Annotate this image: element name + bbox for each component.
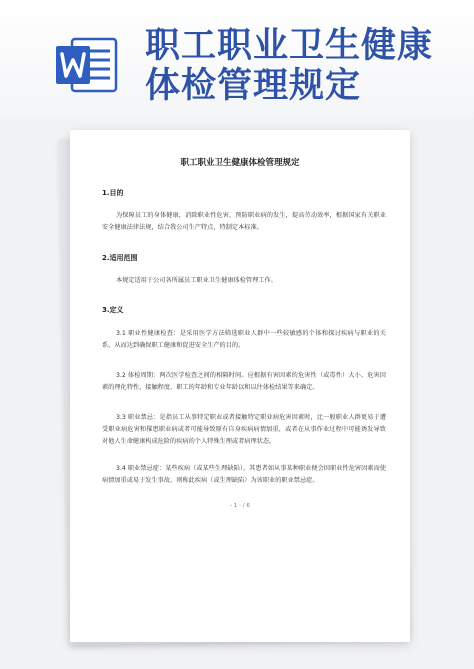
section-paragraph: 3.1 职业性健康检查：是采用医学方法筛选职业人群中一些较敏感的个体和探讨疾病与职业的关系，从而达到确保职工健康和促进安全生产的目的。: [102, 330, 386, 349]
section-paragraph: 本规定适用于公司各所属员工职业卫生健康体检管理工作。: [116, 277, 277, 284]
section-paragraph: 3.4 职业禁忌症：某些疾病（或某些生理缺陷），其患者如从事某种职业便会因职业性危害因素而使病情加重或易于发生事故，则称此疾病（或生理缺陷）为该职业的职业禁忌症。: [102, 465, 386, 484]
document-page: [70, 130, 410, 642]
word-app-icon: [56, 36, 118, 94]
banner-title-line-1: 职工职业卫生健康: [145, 26, 434, 66]
section-paragraph: 3.3 职业禁忌：是指员工从事特定职业或者接触特定职业病危害因素时，比一般职业人群更易于遭受职业病危害和罹患职业病或者可能导致原有自身疾病病情加重，或者在从事作业过程中可能诱发导致对他人生命健康构成危险的疾病的个人特殊生理或者病理状态。: [102, 414, 386, 445]
page-number: - 1 - / 6: [230, 503, 250, 509]
banner: [0, 0, 474, 118]
banner-title: [145, 26, 433, 106]
section-heading: 1.目的: [102, 189, 124, 197]
banner-title-line-2: 体检管理规定: [145, 66, 362, 106]
section-paragraph: 3.2 体检周期：两次医学检查之间的相隔时间。应根据有害因素的危害性（或毒性）大小、危害因素的理化特性、接触程度、职工的年龄和专业年龄以和以往体检结果等来确定。: [102, 372, 386, 391]
document-preview: [70, 130, 410, 642]
section-heading: 3.定义: [102, 306, 124, 314]
section-paragraph: 为保障员工的身体健康，消除职业性危害，预防职业病的发生，提高劳动效率，根据国家有关职业安全健康法律法规，结合我公司生产特点，特制定本标准。: [102, 212, 386, 231]
section-heading: 2.适用范围: [102, 254, 138, 262]
document-title: 职工职业卫生健康体检管理规定: [180, 158, 300, 168]
